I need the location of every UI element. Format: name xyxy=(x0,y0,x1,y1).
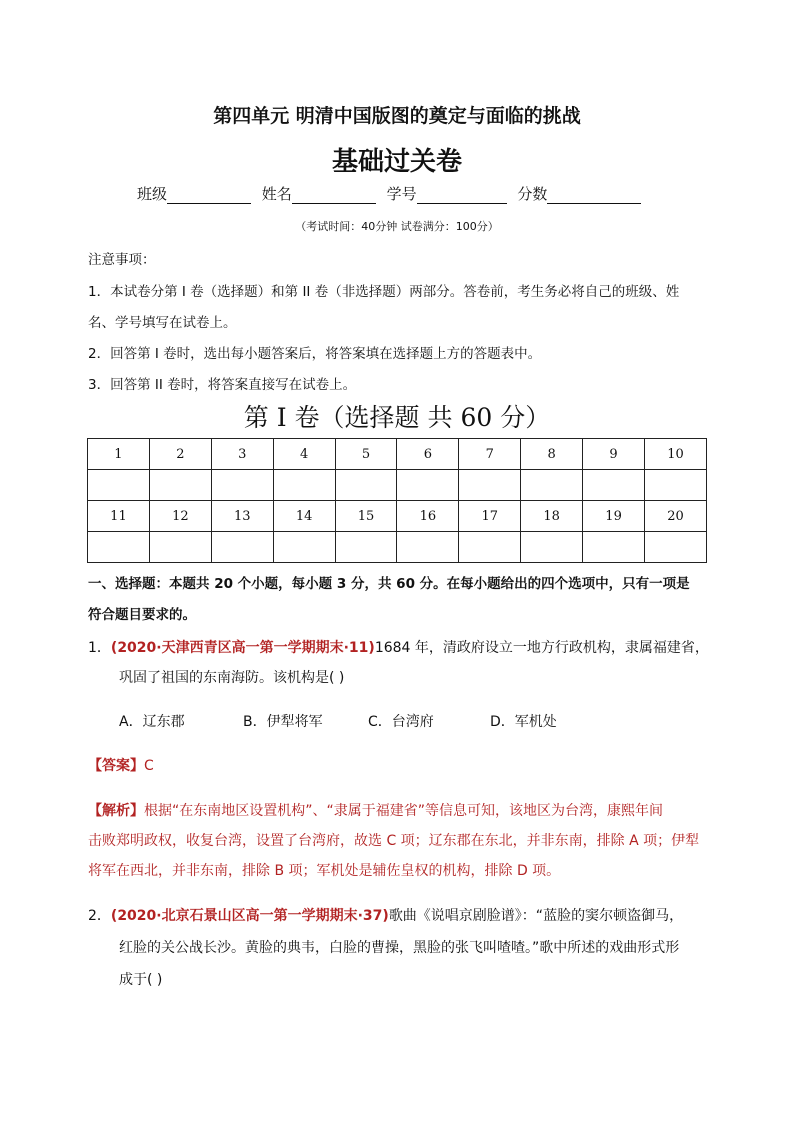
question-number-cell: 6 xyxy=(397,439,459,470)
main-title: 基础过关卷 xyxy=(331,147,462,177)
answer-value: C xyxy=(144,758,154,774)
question-number-cell: 17 xyxy=(459,501,521,532)
answer-cell[interactable] xyxy=(645,532,707,563)
table-row xyxy=(88,439,707,470)
question-text: 成于( ) xyxy=(119,972,163,988)
question-text: 红脸的关公战长沙。黄脸的典韦，白脸的曹操，黑脸的张飞叫喳喳。”歌中所述的戏曲形式形 xyxy=(119,940,680,956)
question-number-cell: 9 xyxy=(583,439,645,470)
question-source: (2020·天津西青区高一第一学期期末·11) xyxy=(110,640,375,656)
answer-cell[interactable] xyxy=(335,470,397,501)
answer-cell[interactable] xyxy=(459,470,521,501)
answer-cell[interactable] xyxy=(521,532,583,563)
instructions-line: 一、选择题：本题共 20 个小题，每小题 3 分，共 60 分。在每小题给出的四个选项中，只有一项是 xyxy=(88,576,690,592)
student-info-fields xyxy=(137,183,647,204)
answer-cell[interactable] xyxy=(88,470,150,501)
table-row xyxy=(88,532,707,563)
question-number-cell: 11 xyxy=(88,501,150,532)
note-line: 3．回答第 II 卷时，将答案直接写在试卷上。 xyxy=(88,377,357,393)
field-name-blank[interactable] xyxy=(292,187,376,204)
question-number-cell: 18 xyxy=(521,501,583,532)
field-number-blank[interactable] xyxy=(417,187,507,204)
analysis-line xyxy=(88,800,663,820)
answer-cell[interactable] xyxy=(583,532,645,563)
notes-heading: 注意事项： xyxy=(88,252,156,268)
instructions-line: 符合题目要求的。 xyxy=(88,607,196,623)
answer-cell[interactable] xyxy=(645,470,707,501)
field-number-label: 学号 xyxy=(386,185,417,203)
answer-cell[interactable] xyxy=(149,532,211,563)
note-line: 1．本试卷分第 I 卷（选择题）和第 II 卷（非选择题）两部分。答卷前，考生务必将自己的班级、姓 xyxy=(88,284,680,300)
field-class-label: 班级 xyxy=(137,185,168,203)
note-line: 名、学号填写在试卷上。 xyxy=(88,315,237,331)
answer-cell[interactable] xyxy=(459,532,521,563)
answer-cell[interactable] xyxy=(273,470,335,501)
answer-cell[interactable] xyxy=(211,470,273,501)
table-row xyxy=(88,501,707,532)
question-text: 巩固了祖国的东南海防。该机构是( ) xyxy=(119,670,345,686)
field-score-blank[interactable] xyxy=(547,187,641,204)
question-number-cell: 10 xyxy=(645,439,707,470)
answer-cell[interactable] xyxy=(273,532,335,563)
answer-cell[interactable] xyxy=(335,532,397,563)
option-d[interactable]: D．军机处 xyxy=(490,714,557,730)
answer-label: 【答案】 xyxy=(88,758,144,774)
unit-title: 第四单元 明清中国版图的奠定与面临的挑战 xyxy=(213,105,581,127)
question-number-cell: 2 xyxy=(149,439,211,470)
answer-cell[interactable] xyxy=(583,470,645,501)
answer-cell[interactable] xyxy=(211,532,273,563)
question-text: 歌曲《说唱京剧脸谱》：“蓝脸的窦尔顿盗御马， xyxy=(388,908,684,924)
answer-cell[interactable] xyxy=(88,532,150,563)
question-number-cell: 19 xyxy=(583,501,645,532)
question-number-cell: 12 xyxy=(149,501,211,532)
question-number: 2． xyxy=(88,908,111,924)
field-score-label: 分数 xyxy=(517,185,548,203)
field-class-blank[interactable] xyxy=(167,187,251,204)
question-number-cell: 3 xyxy=(211,439,273,470)
analysis-text: 根据“在东南地区设置机构”、“隶属于福建省”等信息可知，该地区为台湾，康熙年间 xyxy=(144,803,664,819)
answer-line xyxy=(88,755,154,775)
question-source: (2020·北京石景山区高一第一学期期末·37) xyxy=(110,908,389,924)
question-number-cell: 5 xyxy=(335,439,397,470)
question-number-cell: 7 xyxy=(459,439,521,470)
question-number-cell: 16 xyxy=(397,501,459,532)
exam-info: （考试时间：40分钟 试卷满分：100分） xyxy=(295,220,499,233)
answer-cell[interactable] xyxy=(149,470,211,501)
answer-table xyxy=(87,438,707,563)
question-number-cell: 15 xyxy=(335,501,397,532)
question-number-cell: 1 xyxy=(88,439,150,470)
question-number-cell: 20 xyxy=(645,501,707,532)
analysis-label: 【解析】 xyxy=(88,803,144,819)
analysis-text: 将军在西北，并非东南，排除 B 项；军机处是辅佐皇权的机构，排除 D 项。 xyxy=(88,863,561,879)
section-title: 第 I 卷（选择题 共 60 分） xyxy=(243,403,551,432)
field-name-label: 姓名 xyxy=(261,185,292,203)
analysis-text: 击败郑明政权，收复台湾，设置了台湾府，故选 C 项；辽东郡在东北，并非东南，排除 A 项；伊犁 xyxy=(88,833,700,849)
question-number-cell: 14 xyxy=(273,501,335,532)
answer-cell[interactable] xyxy=(397,532,459,563)
option-a[interactable]: A．辽东郡 xyxy=(119,714,185,730)
question-2-stem xyxy=(88,905,683,925)
table-row xyxy=(88,470,707,501)
option-b[interactable]: B．伊犁将军 xyxy=(243,714,323,730)
question-number-cell: 13 xyxy=(211,501,273,532)
question-text: 1684 年，清政府设立一地方行政机构，隶属福建省， xyxy=(374,640,709,656)
answer-cell[interactable] xyxy=(397,470,459,501)
answer-cell[interactable] xyxy=(521,470,583,501)
question-number-cell: 8 xyxy=(521,439,583,470)
question-number-cell: 4 xyxy=(273,439,335,470)
option-c[interactable]: C．台湾府 xyxy=(368,714,434,730)
question-1-stem xyxy=(88,637,709,657)
note-line: 2．回答第 I 卷时，选出每小题答案后，将答案填在选择题上方的答题表中。 xyxy=(88,346,542,362)
question-number: 1． xyxy=(88,640,111,656)
